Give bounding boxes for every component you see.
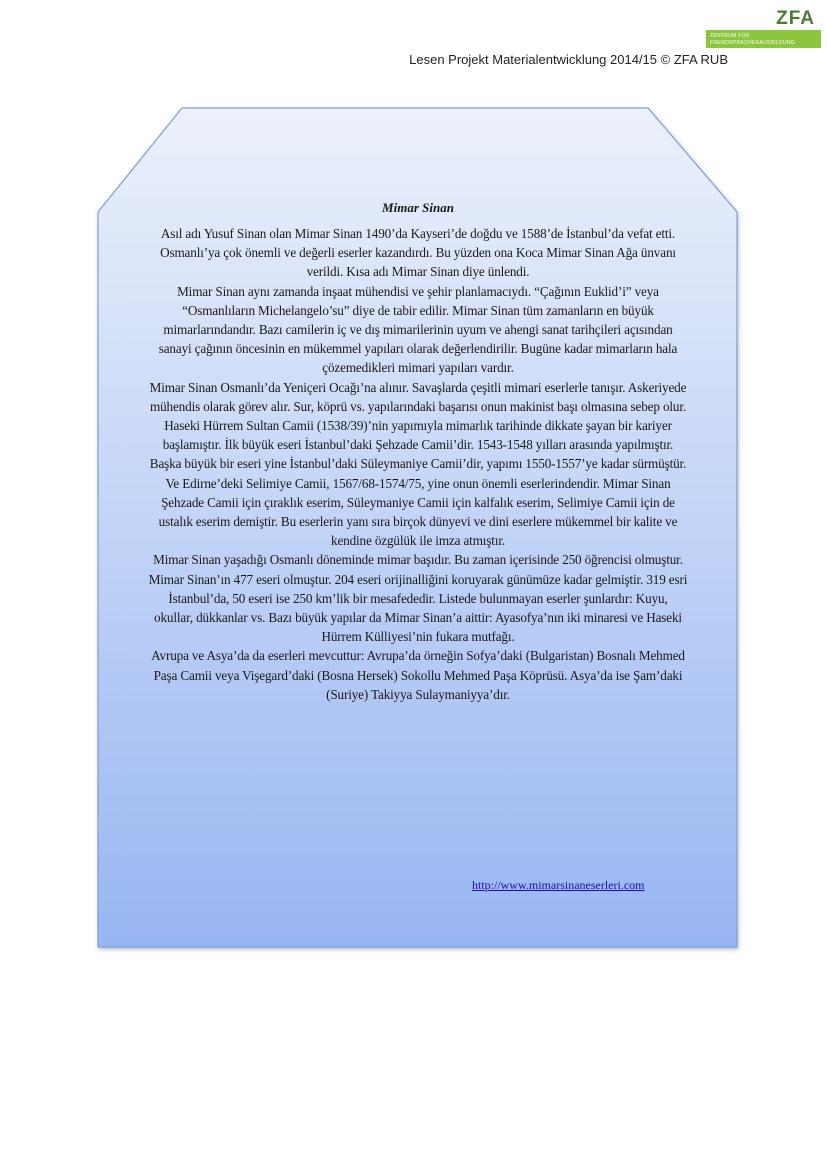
zfa-logo [706,8,821,54]
article-body [148,200,688,704]
paragraph-intro: Asıl adı Yusuf Sinan olan Mimar Sinan 1490’da Kayseri’de doğdu ve 1588’de İstanbul’da vefat etti. Osmanlı’ya çok önemli ve değerli eserler kazandırdı. Bu yüzden ona Koca Mimar Sinan Ağa ünvanı verildi. Kısa adı Mimar Sinan diye ünlendi. [160,226,676,280]
logo-subtitle-1: ZENTRUM FÜR [710,33,750,39]
paragraph-works: Mimar Sinan’ın 477 eseri olmuştur. 204 eseri orijinalliğini koruyarak günümüze kadar gelmiştir. 319 esri İstanbul’da, 50 eseri ise 250 km’lik bir mesafededir. Listede bulunmayan eserler şunlardır: Kuyu, okullar, dükkanlar vs. Bazı büyük yapılar da Mimar Sinan’a aittir: Ayasofya’nın iki minaresi ve Haseki Hürrem Külliyesi’nin fukara mutfağı. [148,571,688,645]
logo-subtitle-2: FREMDSPRACHENAUSBILDUNG [710,40,795,46]
article-title: Mimar Sinan [382,200,454,215]
paragraph-engineer: Mimar Sinan aynı zamanda inşaat mühendisi ve şehir planlamacıydı. “Çağının Euklid’i” veya “Osmanlıların Michelangelo’su” diye de tabir edilir. Mimar Sinan tüm zamanların en büyük mimarlarındandır. Bazı camilerin iç ve dış mimarilerinin uyum ve ahengi sanat tarihçileri açısından sanayi çağının öncesinin en mükemmel yapıları olarak değerlendirilir. Bugüne kadar mimarların hala çözemedikleri mimari yapıları vardır. [158,283,678,376]
paragraph-career: Mimar Sinan Osmanlı’da Yeniçeri Ocağı’na alınır. Savaşlarda çeşitli mimari eserlerle tanışır. Askeriyede mühendis olarak görev alır. Sur, köprü vs. yapılarındaki başarısı onun makinist başı olmasına sebep olur. Haseki Hürrem Sultan Camii (1538/39)’nin yapımıyla mimarlık tarihinde dikkate şayan bir kariyer başlamıştır. İlk büyük eseri İstanbul’daki Şehzade Camii’dir. 1543-1548 yılları arasında yapılmıştır. Başka büyük bir eseri yine İstanbul’daki Süleymaniye Camii’dir, yapımı 1550-1557’ye kadar sürmüştür. Ve Edirne’deki Selimiye Camii, 1567/68-1574/75, yine onun önemli eserlerindendir. Mimar Sinan Şehzade Camii için çıraklık eserim, Süleymaniye Camii için kalfalık eserim, Selimiye Camii için de ustalık eserim demiştir. Bu eserlerin yanı sıra birçok dünyevi ve dini eserlere mükemmel bir kalite ve kendine özgülük ile imza atmıştır. [149,379,687,549]
logo-brand: ZFA [776,8,815,29]
page-header: Lesen Projekt Materialentwicklung 2014/15 © ZFA RUB [409,52,728,67]
paragraph-students: Mimar Sinan yaşadığı Osmanlı döneminde mimar başıdır. Bu zaman içerisinde 250 öğrencisi olmuştur. [153,552,683,568]
paragraph-abroad: Avrupa ve Asya’da da eserleri mevcuttur: Avrupa’da örneğin Sofya’daki (Bulgaristan) Bosnalı Mehmed Paşa Camii veya Vişegard’daki (Bosna Hersek) Sokollu Mehmed Paşa Köprüsü. Asya’da ise Şam’daki (Suriye) Takiyya Sulaymaniyya’dır. [151,648,685,702]
source-link[interactable]: http://www.mimarsinaneserleri.com [472,878,645,892]
